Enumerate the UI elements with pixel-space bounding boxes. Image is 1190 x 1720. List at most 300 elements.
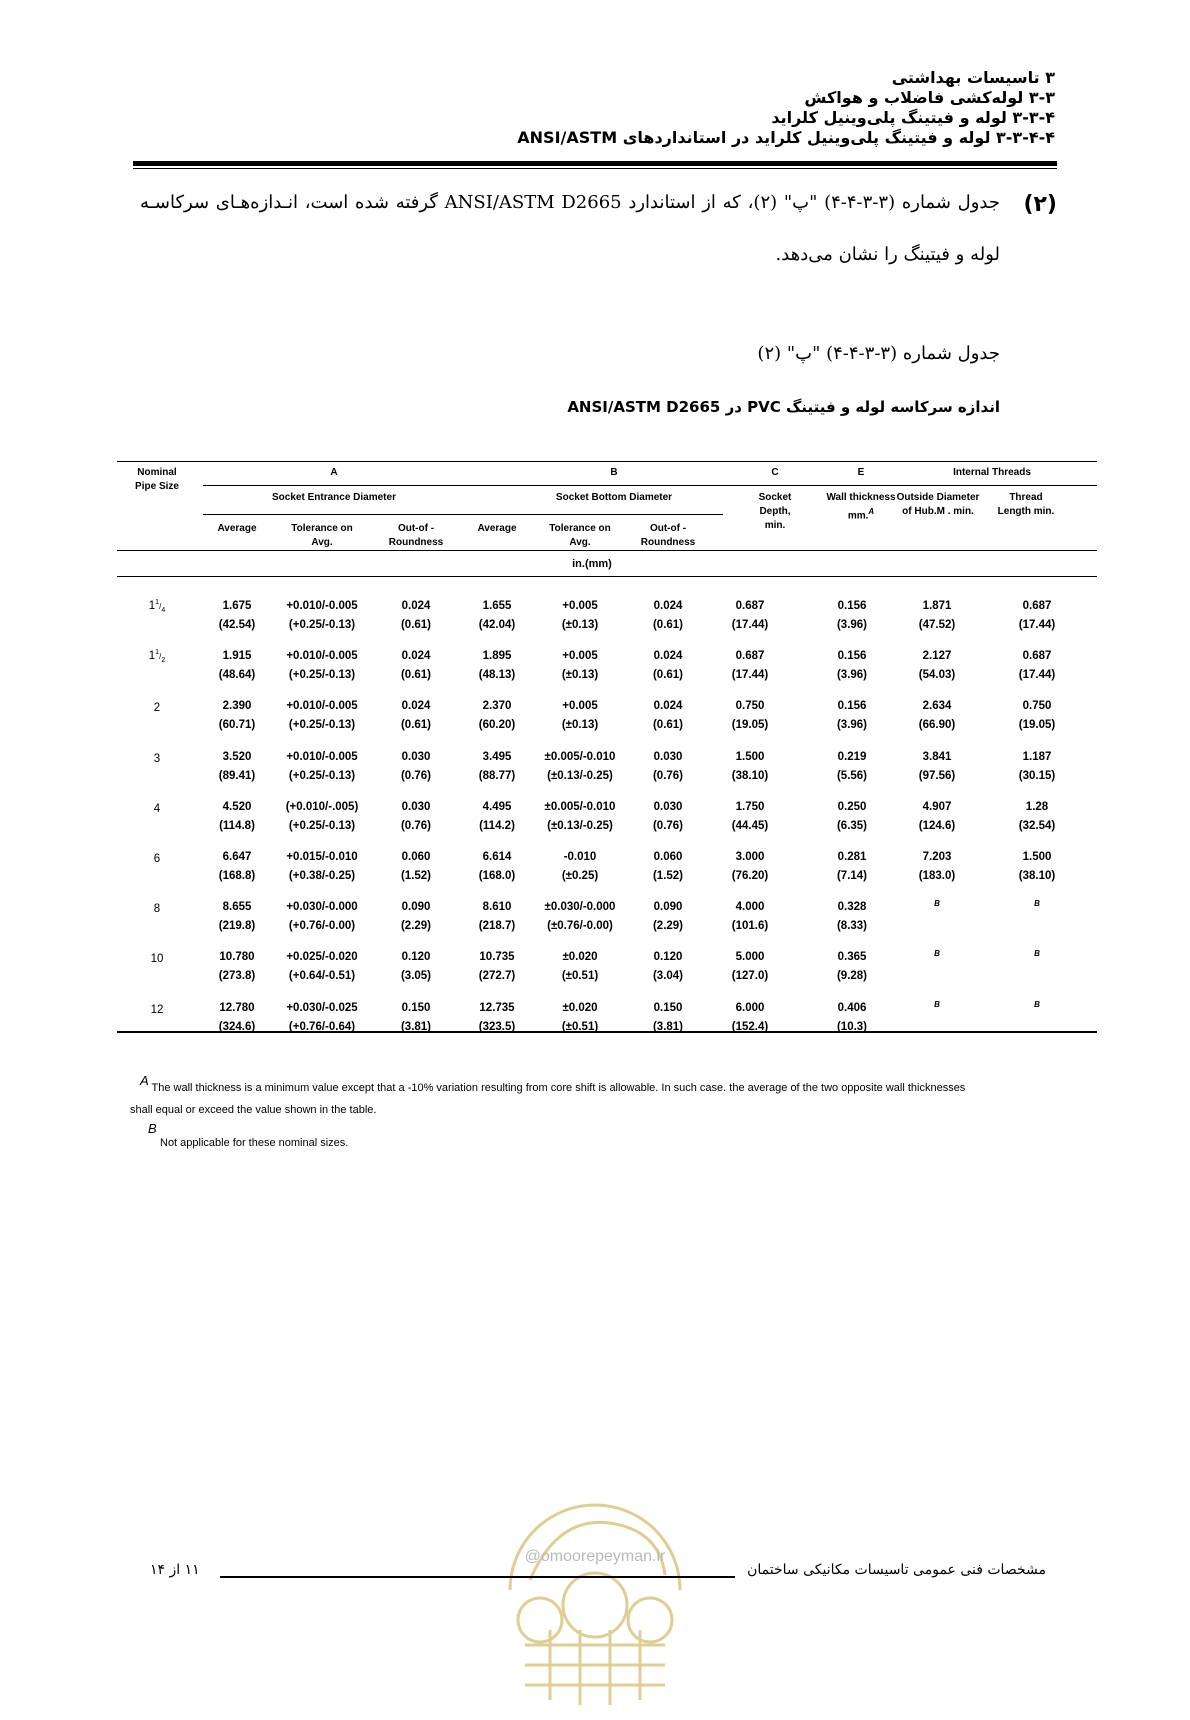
value-inch: 0.250	[837, 800, 867, 813]
value-mm: (54.03)	[918, 669, 956, 682]
header-line-2: ۳-۳ لوله‌کشی فاضلاب و هواکش	[804, 88, 1055, 107]
size-whole: 1	[148, 650, 156, 663]
value-inch: 7.203	[922, 851, 952, 863]
value-mm: (19.05)	[731, 719, 769, 732]
value-inch: 1.187	[1022, 750, 1052, 763]
header-socket-entrance: Socket Entrance Diameter	[272, 492, 396, 503]
value-mm: (88.77)	[478, 769, 516, 782]
value-mm: (3.05)	[400, 970, 432, 983]
value-inch: 2.634	[922, 700, 952, 713]
cell-nominal-size	[117, 853, 197, 865]
cell-a-tol	[277, 647, 367, 685]
table-top-rule	[117, 461, 1097, 462]
cell-e	[807, 848, 897, 886]
value-inch: 0.024	[653, 700, 683, 713]
cell-b-tol	[535, 848, 625, 886]
cell-a-tol	[277, 798, 367, 836]
value-mm: (114.8)	[219, 819, 255, 832]
value-mm: (±0.13)	[561, 619, 599, 631]
value-mm: (6.35)	[836, 819, 868, 832]
cell-a-avg	[203, 798, 271, 836]
cell-a-tol	[277, 848, 367, 886]
value-mm: (±0.13)	[561, 669, 599, 682]
cell-a-tol	[277, 697, 367, 735]
value-mm: (+0.25/-0.13)	[288, 819, 356, 832]
value-mm: (±0.13/-0.25)	[547, 819, 613, 832]
value-inch: 0.024	[401, 650, 431, 663]
value-inch: 0.687	[735, 600, 765, 612]
value-mm: (101.6)	[731, 920, 769, 933]
header-e: E	[857, 467, 865, 478]
watermark-text: @omoorepeyman.ir	[524, 1548, 666, 1565]
cell-nominal-size	[117, 649, 197, 664]
cell-a-oor	[379, 798, 453, 836]
cell-nominal-size	[117, 953, 197, 965]
cell-a-avg	[203, 999, 271, 1037]
value-inch: 0.030	[653, 800, 683, 813]
footnote-a-mark: A	[140, 1073, 149, 1088]
size-whole: 1	[148, 599, 156, 612]
value-inch: 0.406	[837, 1001, 867, 1014]
value-inch: 1.500	[735, 750, 765, 763]
cell-tl	[987, 999, 1087, 1011]
size-numerator: 1	[155, 599, 160, 606]
table-title: اندازه سرکاسه لوله و فیتینگ PVC در ANSI/ASTM D2665	[567, 398, 1000, 416]
value-mm: (±0.13)	[561, 719, 599, 732]
header-line-3: ۳-۳-۴ لوله و فیتینگ پلی‌وینیل کلراید	[771, 108, 1055, 127]
table-units-rule	[117, 576, 1097, 577]
watermark-logo	[490, 1480, 700, 1720]
cell-a-avg	[203, 697, 271, 735]
cell-a-avg	[203, 898, 271, 936]
value-inch: 6.647	[222, 851, 252, 863]
cell-c	[715, 647, 785, 685]
header-pipe-size: Pipe Size	[135, 481, 179, 492]
value-inch: 2.370	[482, 700, 512, 713]
size-whole: 10	[150, 953, 164, 966]
value-inch: 12.780	[219, 1001, 255, 1014]
value-inch: 0.120	[401, 951, 431, 964]
value-inch: 1.750	[735, 800, 765, 813]
cell-od	[887, 999, 987, 1011]
cell-od	[887, 898, 987, 910]
cell-b-avg	[463, 848, 531, 886]
value-mm: (9.28)	[836, 970, 868, 983]
footnote-b	[140, 1122, 1090, 1151]
value-inch: 0.365	[837, 951, 867, 964]
cell-b-oor	[631, 999, 705, 1037]
value-inch: 0.750	[735, 700, 765, 713]
cell-b-tol	[535, 597, 625, 635]
value-mm: (0.76)	[400, 769, 432, 782]
value-mm: (8.33)	[836, 920, 868, 933]
value-inch: 0.060	[653, 851, 683, 863]
value-mm: (323.5)	[478, 1020, 516, 1033]
header-b-tolerance: Tolerance on Avg.	[549, 523, 611, 548]
value-mm: (±0.25)	[561, 870, 599, 882]
value-mm: (3.81)	[400, 1020, 432, 1033]
cell-a-avg	[203, 948, 271, 986]
cell-b-avg	[463, 647, 531, 685]
header-b-average: Average	[477, 523, 517, 534]
value-inch: 1.895	[482, 650, 512, 663]
value-mm: (±0.13/-0.25)	[547, 769, 613, 782]
cell-b-avg	[463, 999, 531, 1037]
cell-a-avg	[203, 748, 271, 786]
cell-a-oor	[379, 697, 453, 735]
value-inch: +0.005	[562, 600, 598, 612]
value-inch: ±0.020	[562, 951, 598, 964]
cell-c	[715, 999, 785, 1037]
value-inch: 0.687	[1022, 650, 1052, 663]
value-inch: 3.520	[222, 750, 252, 763]
header-wall-thickness-label: Wall thickness mm.	[826, 492, 896, 522]
value-mm: (3.81)	[652, 1020, 684, 1033]
value-inch: 0.024	[653, 650, 683, 663]
value-inch: 3.841	[922, 750, 952, 763]
value-mm: (124.6)	[918, 819, 956, 832]
header-units: in.(mm)	[572, 558, 612, 570]
cell-a-oor	[379, 948, 453, 986]
value-mm: (0.61)	[652, 669, 684, 682]
value-inch: 12.735	[479, 1001, 515, 1014]
value-mm: (60.20)	[478, 719, 516, 732]
header-rule-thin	[133, 168, 1057, 169]
size-fraction-slash: /	[159, 601, 162, 611]
cell-nominal-size	[117, 903, 197, 915]
value-mm: (47.52)	[918, 619, 956, 631]
cell-e	[807, 948, 897, 986]
value-mm: (10.3)	[836, 1020, 868, 1033]
cell-c	[715, 948, 785, 986]
value-mm: (152.4)	[731, 1020, 769, 1033]
cell-b-avg	[463, 597, 531, 635]
value-mm: (1.52)	[652, 870, 684, 882]
not-applicable-mark: B	[934, 999, 940, 1009]
value-mm: (3.96)	[836, 669, 868, 682]
header-internal-threads: Internal Threads	[953, 467, 1031, 478]
value-inch: 2.390	[222, 700, 252, 713]
value-mm: (0.61)	[652, 719, 684, 732]
value-inch: 8.655	[222, 901, 252, 914]
header-b-out-of-roundness: Out-of -Roundness	[640, 523, 696, 548]
cell-c	[715, 798, 785, 836]
footer-rule	[220, 1576, 735, 1578]
not-applicable-mark: B	[934, 899, 940, 909]
cell-e	[807, 748, 897, 786]
footnotes	[130, 1073, 1090, 1151]
footnote-a-text-1: The wall thickness is a minimum value except that a -10% variation resulting from core shift is allowable. In such case. the average of the two opposite wall thicknesses	[151, 1082, 966, 1094]
cell-a-oor	[379, 597, 453, 635]
header-socket-bottom: Socket Bottom Diameter	[555, 492, 673, 503]
value-mm: (19.05)	[1018, 719, 1056, 732]
value-inch: 0.750	[1022, 700, 1052, 713]
cell-a-tol	[277, 597, 367, 635]
cell-e	[807, 898, 897, 936]
cell-tl	[987, 948, 1087, 960]
cell-nominal-size	[117, 1004, 197, 1016]
value-inch: 4.907	[922, 800, 952, 813]
header-c: C	[771, 467, 779, 478]
cell-c	[715, 697, 785, 735]
value-inch: ±0.005/-0.010	[544, 750, 616, 763]
value-mm: (114.2)	[479, 819, 515, 832]
value-mm: (0.61)	[652, 619, 684, 631]
cell-b-oor	[631, 748, 705, 786]
cell-b-oor	[631, 898, 705, 936]
cell-tl	[987, 647, 1087, 685]
cell-b-oor	[631, 948, 705, 986]
cell-c	[715, 597, 785, 635]
value-inch: ±0.020	[562, 1001, 598, 1014]
cell-a-oor	[379, 898, 453, 936]
value-inch: 1.28	[1025, 800, 1049, 813]
value-mm: (2.29)	[652, 920, 684, 933]
size-whole: 2	[153, 702, 161, 715]
value-inch: 8.610	[482, 901, 512, 914]
table-header-rule-2	[203, 514, 723, 515]
cell-tl	[987, 848, 1087, 886]
cell-nominal-size	[117, 753, 197, 765]
cell-e	[807, 798, 897, 836]
cell-e	[807, 597, 897, 635]
value-mm: (+0.76/-0.00)	[288, 920, 356, 933]
paragraph-line-2: لوله و فیتینگ را نشان می‌دهد.	[775, 244, 1000, 265]
cell-b-oor	[631, 647, 705, 685]
cell-od	[887, 597, 987, 635]
header-a-average: Average	[217, 523, 257, 534]
cell-b-avg	[463, 898, 531, 936]
value-inch: +0.030/-0.000	[286, 901, 358, 914]
value-inch: 0.024	[653, 600, 683, 612]
value-inch: 1.871	[922, 600, 952, 612]
value-inch: 0.024	[401, 700, 431, 713]
cell-b-tol	[535, 748, 625, 786]
cell-a-oor	[379, 848, 453, 886]
value-mm: (66.90)	[918, 719, 956, 732]
value-mm: (38.10)	[1018, 870, 1056, 882]
cell-tl	[987, 697, 1087, 735]
value-inch: 4.520	[222, 800, 252, 813]
header-socket-depth: Socket Depth, min.	[758, 492, 792, 531]
cell-od	[887, 948, 987, 960]
value-inch: +0.025/-0.020	[286, 951, 358, 964]
cell-b-avg	[463, 697, 531, 735]
footnote-a	[140, 1073, 1090, 1096]
value-mm: (48.64)	[218, 669, 256, 682]
cell-a-avg	[203, 647, 271, 685]
size-numerator: 1	[155, 649, 160, 657]
value-mm: (+0.64/-0.51)	[288, 970, 356, 983]
value-inch: 0.030	[653, 750, 683, 763]
value-inch: +0.005	[562, 650, 598, 663]
cell-nominal-size	[117, 702, 197, 714]
cell-a-avg	[203, 848, 271, 886]
section-header	[155, 68, 1055, 148]
value-mm: (+0.25/-0.13)	[288, 719, 356, 732]
value-inch: 0.687	[735, 650, 765, 663]
footnote-b-text: Not applicable for these nominal sizes.	[160, 1137, 349, 1149]
cell-tl	[987, 597, 1087, 635]
value-mm: (97.56)	[918, 769, 956, 782]
cell-tl	[987, 898, 1087, 910]
value-inch: 0.687	[1022, 600, 1052, 612]
cell-tl	[987, 798, 1087, 836]
value-mm: (183.0)	[918, 870, 956, 882]
value-inch: 0.090	[401, 901, 431, 914]
size-fraction-slash: /	[159, 652, 162, 662]
value-inch: 6.614	[482, 851, 512, 863]
value-mm: (42.04)	[478, 619, 516, 631]
cell-nominal-size	[117, 599, 197, 614]
value-mm: (273.8)	[218, 970, 256, 983]
value-mm: (2.29)	[400, 920, 432, 933]
value-mm: (3.96)	[836, 619, 868, 631]
value-mm: (0.76)	[652, 819, 684, 832]
value-inch: (+0.010/-.005)	[285, 800, 359, 813]
footnote-b-mark: B	[148, 1121, 157, 1136]
cell-e	[807, 647, 897, 685]
value-inch: 0.090	[653, 901, 683, 914]
size-denominator: 2	[161, 657, 166, 665]
value-inch: +0.010/-0.005	[286, 650, 358, 663]
value-inch: 0.024	[401, 600, 431, 612]
value-inch: 1.655	[482, 600, 512, 612]
size-denominator: 4	[161, 607, 166, 615]
header-thread-length: Thread Length min.	[997, 492, 1055, 517]
value-mm: (±0.51)	[561, 1020, 599, 1033]
value-mm: (38.10)	[731, 769, 769, 782]
cell-a-tol	[277, 898, 367, 936]
cell-c	[715, 898, 785, 936]
cell-od	[887, 748, 987, 786]
value-mm: (5.56)	[836, 769, 868, 782]
value-inch: +0.030/-0.025	[286, 1001, 358, 1014]
value-inch: 0.120	[653, 951, 683, 964]
page-number: ۱۱ از ۱۴	[150, 1562, 200, 1578]
value-mm: (3.96)	[836, 719, 868, 732]
cell-nominal-size	[117, 803, 197, 815]
cell-e	[807, 697, 897, 735]
value-mm: (+0.38/-0.25)	[288, 870, 356, 882]
cell-b-oor	[631, 798, 705, 836]
not-applicable-mark: B	[934, 949, 940, 959]
size-whole: 8	[153, 903, 161, 916]
value-inch: 4.495	[482, 800, 512, 813]
cell-b-oor	[631, 697, 705, 735]
cell-b-oor	[631, 848, 705, 886]
cell-a-oor	[379, 748, 453, 786]
value-mm: (168.8)	[218, 870, 256, 882]
cell-od	[887, 848, 987, 886]
value-mm: (30.15)	[1018, 769, 1056, 782]
header-a-out-of-roundness: Out-of -Roundness	[388, 523, 444, 548]
header-wall-footnote-mark: A	[868, 507, 875, 516]
cell-b-tol	[535, 647, 625, 685]
value-mm: (0.76)	[400, 819, 432, 832]
value-mm: (32.54)	[1018, 819, 1056, 832]
cell-a-oor	[379, 647, 453, 685]
value-inch: +0.010/-0.005	[286, 750, 358, 763]
value-mm: (324.6)	[218, 1020, 256, 1033]
value-inch: 0.219	[837, 750, 867, 763]
value-mm: (0.61)	[400, 619, 432, 631]
value-inch: 0.156	[837, 650, 867, 663]
cell-od	[887, 697, 987, 735]
value-inch: 0.281	[837, 851, 867, 863]
value-inch: 4.000	[735, 901, 765, 914]
cell-tl	[987, 748, 1087, 786]
header-outside-diameter: Outside Diameter of Hub.M . min.	[896, 492, 980, 517]
size-whole: 12	[150, 1003, 164, 1016]
header-line-4: ۳-۳-۴-۴ لوله و فیتینگ پلی‌وینیل کلراید در استانداردهای ANSI/ASTM	[517, 128, 1055, 147]
cell-b-tol	[535, 999, 625, 1037]
value-inch: 1.500	[1022, 851, 1052, 863]
value-mm: (+0.25/-0.13)	[288, 669, 356, 682]
value-inch: -0.010	[563, 851, 597, 863]
not-applicable-mark: B	[1034, 949, 1040, 959]
value-inch: 0.150	[401, 1001, 431, 1014]
value-inch: 10.735	[479, 951, 515, 964]
header-rule-thick	[133, 161, 1057, 166]
paragraph-line-1: جدول شماره (۳-۳-۴-۴) "پ" (۲)، که از استاندارد ANSI/ASTM D2665 گرفته شده است، انـدازه‌هـای سرکاسـه	[140, 192, 1000, 213]
size-whole: 6	[153, 853, 161, 865]
value-mm: (+0.25/-0.13)	[288, 619, 356, 631]
value-inch: +0.005	[562, 700, 598, 713]
value-mm: (168.0)	[478, 870, 516, 882]
value-inch: 3.495	[482, 750, 512, 763]
value-inch: 1.915	[222, 650, 252, 663]
value-mm: (76.20)	[731, 870, 769, 882]
value-mm: (48.13)	[478, 669, 516, 682]
cell-b-tol	[535, 898, 625, 936]
size-whole: 4	[153, 802, 161, 815]
value-inch: +0.015/-0.010	[286, 851, 358, 863]
cell-b-tol	[535, 697, 625, 735]
header-line-1: ۳ تاسیسات بهداشتی	[891, 68, 1055, 87]
cell-od	[887, 798, 987, 836]
table-header-rule-1	[203, 485, 1097, 486]
value-inch: 3.000	[735, 851, 765, 863]
value-inch: 0.060	[401, 851, 431, 863]
value-mm: (1.52)	[400, 870, 432, 882]
value-mm: (42.54)	[218, 619, 256, 631]
value-mm: (17.44)	[731, 619, 769, 631]
header-a: A	[330, 467, 338, 478]
not-applicable-mark: B	[1034, 999, 1040, 1009]
cell-c	[715, 748, 785, 786]
value-inch: +0.010/-0.005	[286, 700, 358, 713]
value-mm: (0.76)	[652, 769, 684, 782]
value-inch: 10.780	[219, 951, 255, 964]
footer-title: مشخصات فنی عمومی تاسیسات مکانیکی ساختمان	[747, 1562, 1046, 1578]
value-mm: (60.71)	[218, 719, 256, 732]
cell-od	[887, 647, 987, 685]
value-mm: (+0.25/-0.13)	[288, 769, 356, 782]
footnote-a-text-2: shall equal or exceed the value shown in the table.	[130, 1104, 377, 1116]
value-mm: (7.14)	[836, 870, 868, 882]
header-a-tolerance: Tolerance on Avg.	[291, 523, 353, 548]
header-nominal: Nominal	[137, 467, 177, 478]
value-mm: (±0.51)	[561, 970, 599, 983]
cell-a-tol	[277, 999, 367, 1037]
value-inch: ±0.030/-0.000	[544, 901, 616, 914]
paragraph-number: (۲)	[1023, 192, 1057, 217]
cell-b-avg	[463, 948, 531, 986]
value-mm: (44.45)	[731, 819, 769, 832]
value-inch: 0.156	[837, 600, 867, 612]
value-inch: 0.030	[401, 750, 431, 763]
